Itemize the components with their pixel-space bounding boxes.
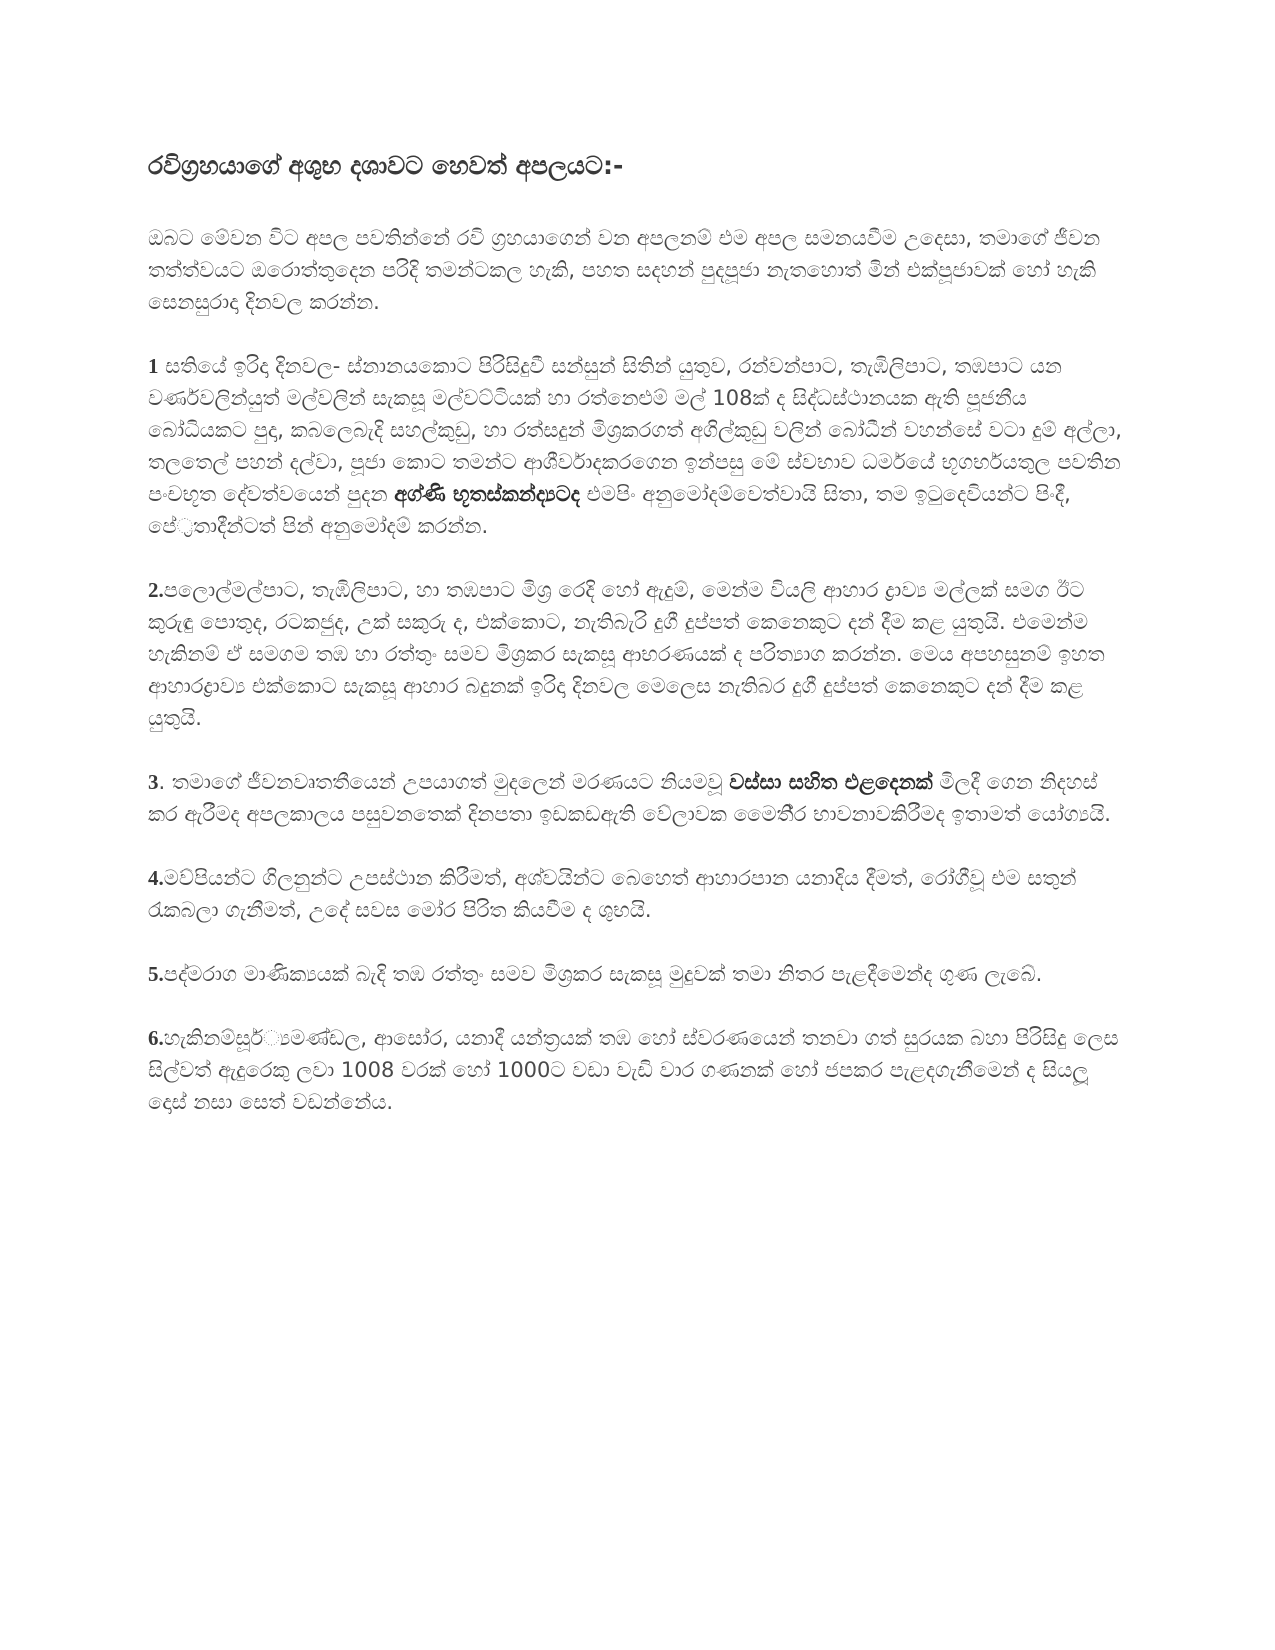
remedy-item-1 bbox=[148, 350, 1128, 542]
item-bold-text: අග්ණි භූතස්කන්ද්‍යටද bbox=[394, 482, 580, 506]
remedy-item-3 bbox=[148, 766, 1128, 830]
item-text: පලොල්මල්පාට, තැඹිලිපාට, හා තඹපාට මිශ්‍ර රෙදි හෝ ඇදුම්, මෙන්ම වියලි ආහාර ද්‍රාව්‍ය මල්ලක් සමග ඊට කුරුඳු පොතුද, රටකජුද, උක් සකුරු ද, එක්කොට, නැතිබැරි දුගී දුප්පත් කෙනෙකුට දන් දීම කළ යුතුයි. එමෙන්ම හැකිනම් ඒ සමගම තඹ හා රත්තුං සමව මිශ්‍රකර සැකසූ ආභරණයක් ද පරිත්‍යාග කරන්න. මෙය අපහසුනම් ඉහත ආහාරද්‍රාව්‍ය එක්කොට සැකසූ ආහාර බදුනක් ඉරිදා දිනවල මෙලෙස නැතිබර දුගී දුප්පත් කෙනෙකුට දන් දීම කළ යුතුයි. bbox=[148, 578, 1105, 730]
remedy-item-2 bbox=[148, 574, 1128, 734]
item-number: 5. bbox=[148, 962, 164, 986]
item-text: පද්මරාග මාණික්‍යයක් බැදි තඹ රත්තුං සමව මිශ්‍රකර සැකසූ මුදුවක් තමා නිතර පැළදීමෙන්ද ගුණ ලැබේ. bbox=[163, 962, 1043, 986]
item-number: 1 bbox=[148, 354, 159, 378]
item-bold-text: වස්සා සහිත එළදෙනක් bbox=[729, 770, 933, 794]
item-number: 3 bbox=[148, 770, 159, 794]
remedy-item-5 bbox=[148, 958, 1128, 990]
item-text: සතියේ ඉරිදා දිනවල- ස්නානයකොට පිරිසිදුවී සන්සුන් සිතින් යුතුව, රන්වන්පාට, තැඹිලිපාට, තඹපාට යන වර්ණවලින්යුත් මල්වලින් සැකසූ මල්වට්ටියක් හා රත්නෙළුම් මල් 108ක් ද සිද්ධස්ථානයක ඇති පූජනීය බෝධියකට පුදා, කබලෙබැදි සහල්කුඩු, හා රත්සදුන් මිශ්‍රකරගත් අගිල්කුඩු වලින් බෝධීන් වහන්සේ වටා දුම් අල්ලා, තලතෙල් පහන් දල්වා, පූජා කොට තමන්ට ආශීර්වාදකරගෙන ඉන්පසු මේ ස්වභාව ධර්මයේ භූගර්භයතුල පවතින පංචභූත දේවත්වයෙන් පුදන bbox=[148, 354, 1122, 506]
item-number: 2. bbox=[148, 578, 164, 602]
document-page bbox=[148, 150, 1128, 1150]
item-text: . තමාගේ ජීවනවෘතතීයෙන් උපයාගත් මුදලෙන් මරණයට නියමවූ bbox=[158, 770, 730, 794]
intro-paragraph: ඔබට මේවන විට අපල පවතින්නේ රවි ග්‍රහයාගෙන් වන අපලනම් එම අපල සමනයවීම උදෙසා, තමාගේ ජීවන තත්ත්වයට ඔරොත්තුදෙන පරිදි තමන්ටකල හැකි, පහත සදහන් පුදපූජා නැතහොත් මින් එක්පූජාවක් හෝ හැකි සෙනසුරාදා දිනවල කරන්න. bbox=[148, 226, 1101, 314]
item-text-cont: මිලදී ගෙන නිදහස් කර ඇරීමද අපලකාලය පසුවනතෙක් දිනපතා ඉඩකඩඇති වේලාවක මෛති්‍ර භාවනාවකිරීමද ඉතාමත් යෝග්‍යයි. bbox=[148, 770, 1111, 826]
item-number: 4. bbox=[148, 866, 164, 890]
item-number: 6. bbox=[148, 1026, 164, 1050]
remedy-item-4 bbox=[148, 862, 1128, 926]
remedy-item-6 bbox=[148, 1022, 1128, 1118]
item-text-cont: එමපිං අනුමෝදම්වෙත්වායි සිතා, තම ඉටුදෙවියන්ට පිංදී, පේ්‍රතාදීන්ටත් පින් අනුමෝදම් කරන්න. bbox=[148, 482, 1071, 538]
item-text: මව්පියන්ට ගිලනුන්ට උපස්ථාන කිරීමත්, අශ්වයින්ට බෙහෙත් ආහාරපාන යනාදිය දීමත්, රෝගීවූ එම සතුන් රැකබලා ගැනීමත්, උදේ සවස මෝර පිරිත කියවීම ද ශුභයි. bbox=[148, 866, 1077, 922]
document-heading: රවිග්‍රහයාගේ අශුභ දශාවට හෙවත් අපලයට:- bbox=[148, 151, 624, 180]
item-text: හැකිනම්සූර්්‍යමණ්ඩල, ආසෝර, යනාදී යන්ත්‍රයක් තඹ හෝ ස්වරණයෙන් තනවා ගත් සුරයක බහා පිරිසිදු ලෙස සිල්වත් ඇදුරෙකු ලවා 1008 වරක් හෝ 1000ට වඩා වැඩි වාර ගණනක් හෝ ජපකර පැළදගැනීමෙන් ද සියලූ දොස් නසා සෙත් වඩන්නේය. bbox=[148, 1026, 1119, 1114]
